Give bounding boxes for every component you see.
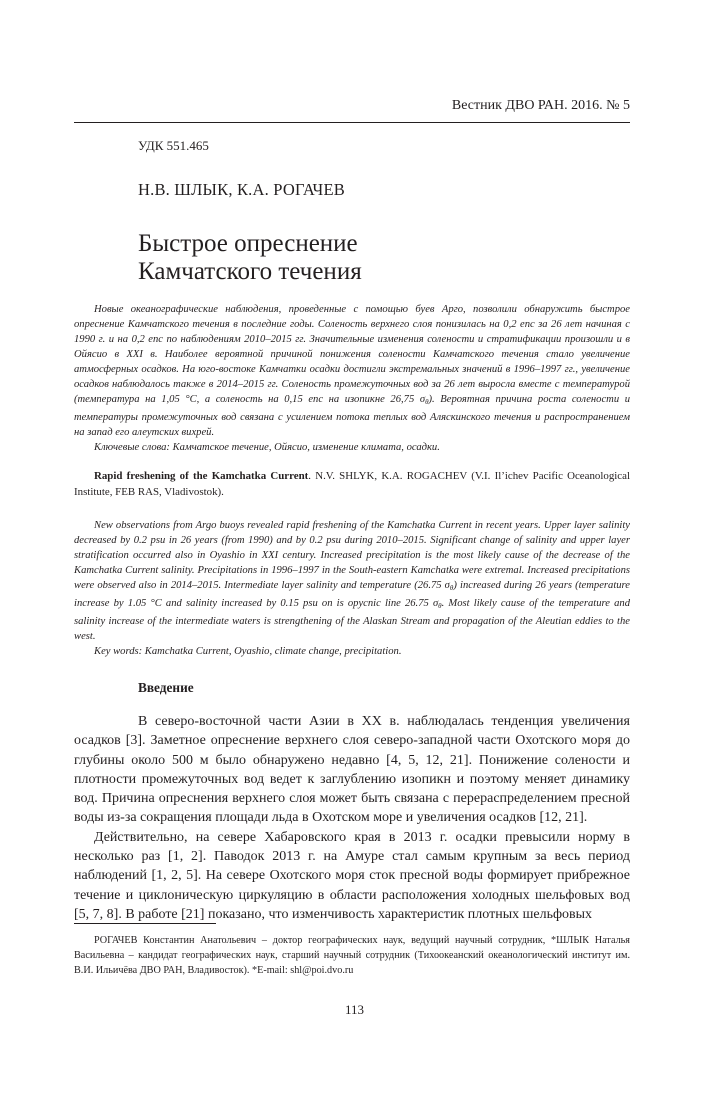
- english-title: Rapid freshening of the Kamchatka Current: [94, 470, 309, 482]
- abstract-russian-text: Новые океанографические наблюдения, проведенные с помощью буев Арго, позволили обнаружить быстрое опреснение Камчатского течения в последние годы. Соленость верхнего слоя понизилась на 0,2 епс за 26 лет начиная с 1990 г. и на 0,2 епс по наблюдениям 2010–2015 гг. Значительные изменения солености и стратификации произошли и в Ойясио в XXI в. Наиболее вероятной причиной понижения солености Камчатского течения стало увеличение атмосферных осадков. На юго-востоке Камчатки осадки достигли экстремальных значений в 1996–1997 гг., увеличение осадков наблюдалось также в 2014–2015 гг. Соленость промежуточных вод за 26 лет выросла вместе с температурой (температура на 1,05 °С, а соленость на 0,15 епс на изопикне 26,75 $\sigma_\theta$). Вероятная причина роста солености и температуры промежуточных вод связана с усилением потока теплых вод Аляскинского течения и распространением на запад его алеутских вихрей.: [74, 304, 630, 438]
- english-heading: [74, 468, 630, 500]
- english-authors: . N.V. SHLYK, K.A. ROGACHEV (V.I. Il’ichev Pacific Oceanological Institute, FEB RAS, Vladivostok).: [74, 470, 631, 498]
- keywords-english: Key words: Kamchatka Current, Oyashio, climate change, precipitation.: [94, 646, 402, 657]
- body-text: [74, 712, 630, 924]
- header-rule: [74, 122, 630, 123]
- footnote-rule: [74, 923, 216, 924]
- abstract-english: [74, 518, 630, 659]
- article-title: [138, 230, 362, 286]
- page-number: 113: [344, 1002, 365, 1017]
- paragraph-1: В северо-восточной части Азии в XX в. наблюдалась тенденция увеличения осадков [3]. Заметное опреснение верхнего слоя северо-западной части Охотского моря до глубины около 500 м было обнаружено недавно [4, 5, 12, 21]. Понижение солености и плотности промежуточных вод ведет к заглублению изопикн и поэтому меняет динамику вод. Причина опреснения верхнего слоя может быть связана с перераспределением пресной воды из-за сокращения площади льда в Охотском море и увеличения осадков [12, 21].: [74, 714, 630, 826]
- footnote: РОГАЧЕВ Константин Анатольевич – доктор географических наук, ведущий научный сотрудник, *ШЛЫК Наталья Васильевна – кандидат географических наук, старший научный сотрудник (Тихоокеанский океанологический институт им. В.И. Ильичёва ДВО РАН, Владивосток). *E-mail: shl@poi.dvo.ru: [74, 935, 630, 976]
- authors: Н.В. ШЛЫК, К.А. РОГАЧЕВ: [138, 180, 345, 199]
- keywords-russian: Ключевые слова: Камчатское течение, Ойясио, изменение климата, осадки.: [94, 442, 440, 453]
- journal-header: Вестник ДВО РАН. 2016. № 5: [451, 98, 630, 113]
- paragraph-2: Действительно, на севере Хабаровского края в 2013 г. осадки превысили норму в несколько раз [1, 2]. Паводок 2013 г. на Амуре стал самым крупным за весь период наблюдений [1, 2, 5]. На севере Охотского моря сток пресной воды формирует прибрежное течение и циклоническую циркуляцию в области расположения холодных шельфовых вод [5, 7, 8]. В работе [21] показано, что изменчивость характеристик плотных шельфовых: [74, 829, 630, 922]
- section-heading: Введение: [138, 680, 194, 695]
- abstract-english-text: New observations from Argo buoys revealed rapid freshening of the Kamchatka Current in recent years. Upper layer salinity decreased by 0.2 psu in 26 years (from 1990) and by 0.2 psu during 2010–2015. Significant change of salinity and upper layer stratification occurred also in Oyashio in XXI century. Increased precipitation is the most likely cause of the decrease of the Kamchatka Current salinity. Precipitations in 1996–1997 in the South-eastern Kamchatka were extremal. Increased precipitations were observed also in 2014–2015. Intermediate layer salinity and temperature (26.75 $\sigma_\theta$) increased during 26 years (temperature increase by 1.05 °C and salinity increased by 0.15 psu on is opycnic line 26.75 $\sigma_\theta$. Most likely cause of the temperature and salinity increase of the intermediate waters is strengthening of the Alaskan Stream and propagation of the Aleutian eddies to the west.: [74, 520, 630, 642]
- abstract-russian: [74, 302, 630, 455]
- title-line-2: Камчатского течения: [138, 258, 362, 285]
- udk-code: УДК 551.465: [138, 138, 209, 153]
- title-line-1: Быстрое опреснение: [138, 230, 358, 257]
